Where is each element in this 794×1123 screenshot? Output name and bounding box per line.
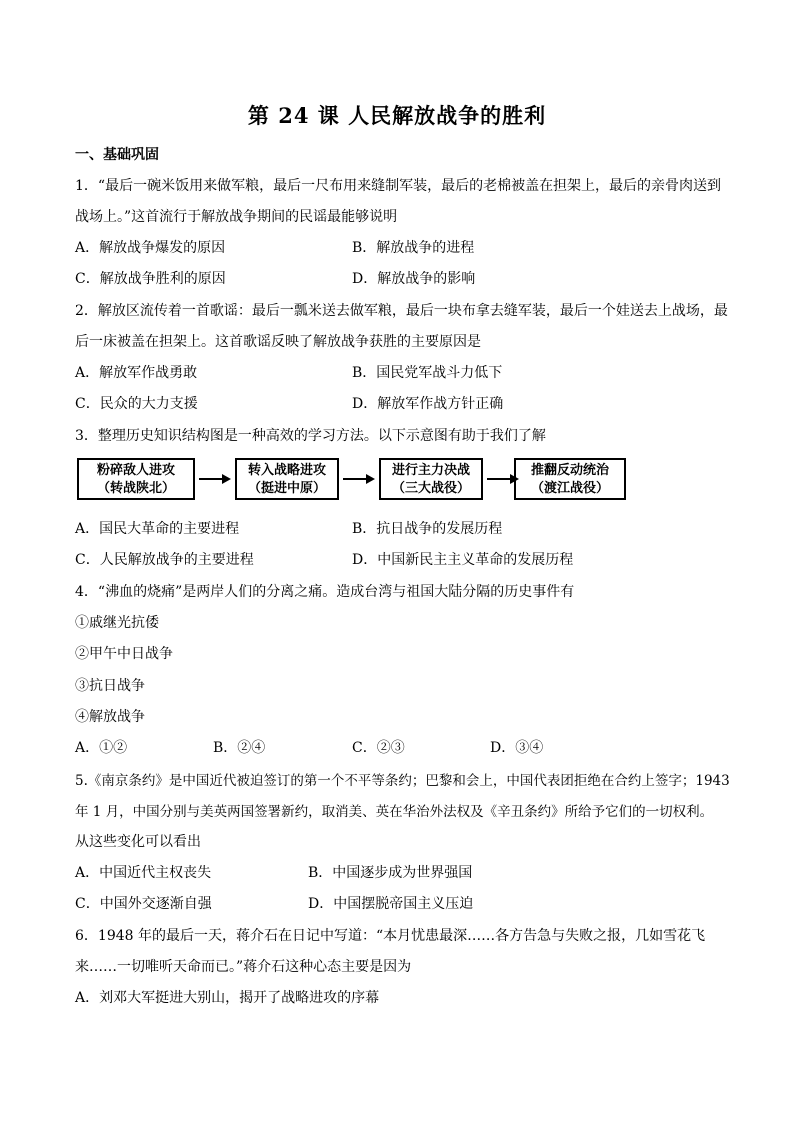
q3-stem-line1: 3．整理历史知识结构图是一种高效的学习方法。以下示意图有助于我们了解 bbox=[75, 428, 546, 444]
q5-option-c: C．中国外交逐渐自强 bbox=[75, 896, 212, 912]
q4-item-4: ④解放战争 bbox=[75, 709, 145, 725]
q3-option-c: C．人民解放战争的主要进程 bbox=[75, 552, 254, 568]
q4-item-3: ③抗日战争 bbox=[75, 678, 145, 694]
flow-box-1 bbox=[77, 458, 195, 500]
q4-option-a: A．①② bbox=[75, 740, 128, 756]
q3-option-a: A．国民大革命的主要进程 bbox=[75, 521, 240, 537]
q2-option-a: A．解放军作战勇敢 bbox=[75, 365, 198, 381]
q5-option-a: A．中国近代主权丧失 bbox=[75, 865, 212, 881]
q6-stem-line2: 来……一切唯听天命而已。”蒋介石这种心态主要是因为 bbox=[75, 959, 412, 975]
q1-option-c: C．解放战争胜利的原因 bbox=[75, 271, 226, 287]
flow-box-2 bbox=[235, 458, 339, 500]
q5-option-d: D．中国摆脱帝国主义压迫 bbox=[308, 896, 474, 912]
q1-option-a: A．解放战争爆发的原因 bbox=[75, 240, 226, 256]
q5-stem-line2: 年 1 月，中国分别与美英两国签署新约，取消美、英在华治外法权及《辛丑条约》所给予它们的一切权利。 bbox=[75, 804, 714, 820]
q2-option-b: B．国民党军战斗力低下 bbox=[352, 365, 503, 381]
q6-option-a: A．刘邓大军挺进大别山，揭开了战略进攻的序幕 bbox=[75, 990, 380, 1006]
q1-option-d: D．解放战争的影响 bbox=[352, 271, 476, 287]
q5-option-b: B．中国逐步成为世界强国 bbox=[308, 865, 473, 881]
q2-stem-line1: 2．解放区流传着一首歌谣：最后一瓢米送去做军粮，最后一块布拿去缝军装，最后一个娃送去上战场，最 bbox=[75, 303, 728, 319]
q4-item-1: ①戚继光抗倭 bbox=[75, 615, 159, 631]
q4-option-c: C．②③ bbox=[352, 740, 405, 756]
flow-box-4 bbox=[514, 458, 626, 500]
q1-stem-line1: 1．“最后一碗米饭用来做军粮，最后一尺布用来缝制军装，最后的老棉被盖在担架上，最后的亲骨肉送到 bbox=[75, 178, 722, 194]
flow-arrow-icon bbox=[198, 472, 232, 486]
flow-box-1-top: 粉碎敌人进攻 bbox=[96, 463, 175, 478]
q6-stem-line1: 6．1948 年的最后一天，蒋介石在日记中写道：“本月忧患最深……各方告急与失败之报，几如雪花飞 bbox=[75, 928, 706, 944]
flow-box-3-bottom: （三大战役） bbox=[391, 481, 470, 496]
q3-option-d: D．中国新民主主义革命的发展历程 bbox=[352, 552, 574, 568]
q4-option-b: B．②④ bbox=[213, 740, 266, 756]
q2-option-c: C．民众的大力支援 bbox=[75, 396, 198, 412]
q5-stem-line3: 从这些变化可以看出 bbox=[75, 834, 201, 850]
flow-box-2-top: 转入战略进攻 bbox=[247, 463, 326, 478]
q3-flow-diagram bbox=[77, 458, 627, 504]
flow-box-1-bottom: （转战陕北） bbox=[96, 481, 175, 496]
q5-stem-line1: 5.《南京条约》是中国近代被迫签订的第一个不平等条约；巴黎和会上，中国代表团拒绝在合约上签字；1943 bbox=[75, 773, 730, 789]
flow-box-4-bottom: （渡江战役） bbox=[530, 481, 609, 496]
section-heading: 一、基础巩固 bbox=[75, 147, 159, 163]
flow-box-3 bbox=[379, 458, 483, 500]
page-title: 第 24 课 人民解放战争的胜利 bbox=[247, 103, 547, 128]
q3-option-b: B．抗日战争的发展历程 bbox=[352, 521, 503, 537]
q1-stem-line2: 战场上。”这首流行于解放战争期间的民谣最能够说明 bbox=[75, 209, 398, 225]
q4-option-d: D．③④ bbox=[490, 740, 544, 756]
q4-item-2: ②甲午中日战争 bbox=[75, 646, 173, 662]
q2-option-d: D．解放军作战方针正确 bbox=[352, 396, 504, 412]
q2-stem-line2: 后一床被盖在担架上。这首歌谣反映了解放战争获胜的主要原因是 bbox=[75, 334, 481, 350]
flow-box-2-bottom: （挺进中原） bbox=[247, 481, 326, 496]
flow-arrow-icon bbox=[342, 472, 376, 486]
flow-box-4-top: 推翻反动统治 bbox=[530, 463, 609, 478]
flow-box-3-top: 进行主力决战 bbox=[391, 463, 470, 478]
q1-option-b: B．解放战争的进程 bbox=[352, 240, 475, 256]
q4-stem-line1: 4．“沸血的烧痛”是两岸人们的分离之痛。造成台湾与祖国大陆分隔的历史事件有 bbox=[75, 584, 575, 600]
